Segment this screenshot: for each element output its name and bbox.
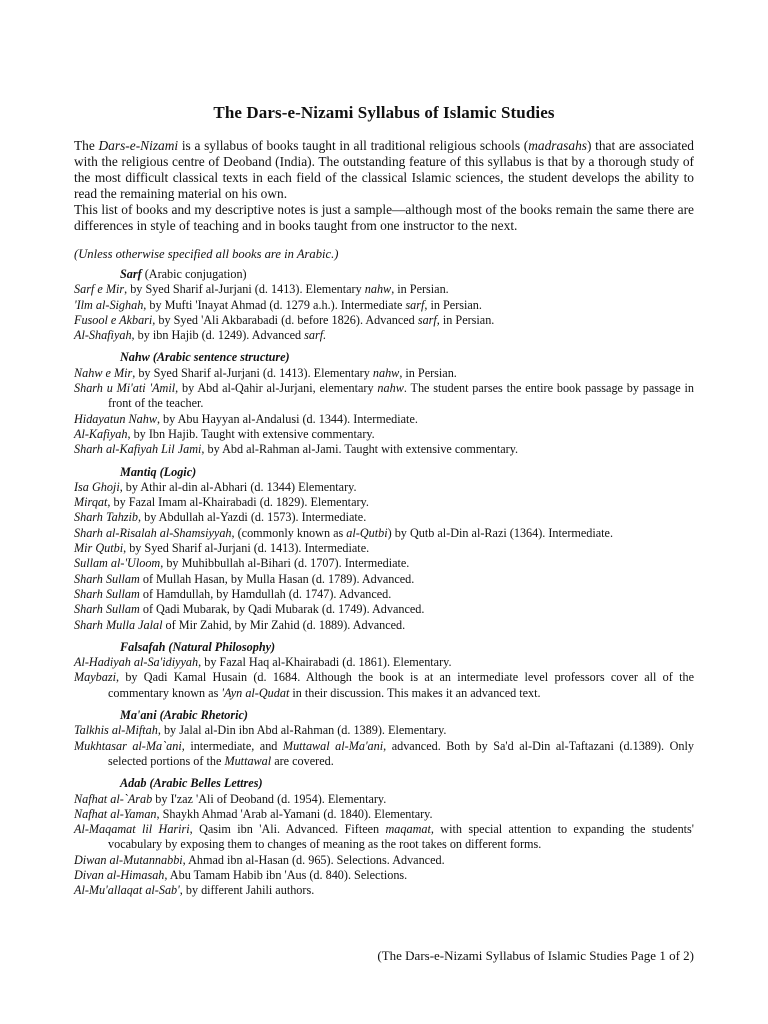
section-heading-text: Ma'ani (Arabic Rhetoric): [120, 708, 248, 723]
book-entry: [74, 541, 694, 556]
book-entry: [74, 328, 694, 343]
book-entry: [74, 480, 694, 495]
intro-paragraph: [74, 138, 694, 202]
italic-text: Al-Hadiyah al-Sa'idiyyah: [74, 655, 199, 670]
italic-text: Sharh al-Risalah al-Shamsiyyah: [74, 525, 232, 540]
italic-text: Fusool e Akbari,: [74, 312, 156, 327]
text-run: by I'zaz 'Ali of Deoband (d. 1954). Elementary.: [152, 791, 387, 806]
italic-text: Sharh al-Kafiyah Lil Jami: [74, 442, 202, 457]
italic-text: 'Ilm al-Sighah: [74, 297, 144, 312]
book-entry: [74, 807, 694, 822]
italic-text: al-Qutbi: [346, 525, 388, 540]
text-run: . The student parses the entire book passage by passage in front of the teacher.: [108, 381, 694, 411]
text-run: , intermediate, and: [181, 738, 283, 753]
italic-text: Mirqat: [74, 495, 108, 510]
italic-text: Hidayatun Nahw: [74, 411, 157, 426]
book-entry: [74, 556, 694, 571]
italic-text: sarf: [405, 297, 425, 312]
subject-section: [74, 708, 694, 769]
text-run: ) by Qutb al-Din al-Razi (1364). Intermediate.: [387, 525, 614, 540]
text-run: , by different Jahili authors.: [179, 883, 315, 898]
text-run: of Mullah Hasan, by Mulla Hasan (d. 1789). Advanced.: [139, 571, 415, 586]
text-run: , by Syed Sharif al-Jurjani (d. 1413). Elementary: [132, 365, 373, 380]
text-run: , by Abd al-Rahman al-Jami. Taught with extensive commentary.: [201, 442, 519, 457]
text-run: , by Mufti 'Inayat Ahmad (d. 1279 a.h.). Intermediate: [143, 297, 406, 312]
italic-text: Sharh Tahzib: [74, 510, 139, 525]
italic-text: Talkhis al-Miftah: [74, 723, 158, 738]
text-run: by ibn Hajib (d. 1249). Advanced: [134, 328, 305, 343]
book-entry: [74, 883, 694, 898]
book-entry: [74, 427, 694, 442]
italic-text: Sarf e Mir: [74, 282, 125, 297]
text-run: , by Syed Sharif al-Jurjani (d. 1413). Intermediate.: [123, 541, 370, 556]
book-entry: [74, 587, 694, 602]
intro-text: [74, 138, 694, 233]
italic-text: Nafhat al-`Arab: [74, 791, 153, 806]
book-entry: [74, 868, 694, 883]
text-run: This list of books and my descriptive notes is just a sample—although most of the books remain the same there are differences in style of teaching and in books taught from one instructor to the next.: [74, 201, 694, 233]
page-title: The Dars-e-Nizami Syllabus of Islamic Studies: [213, 103, 555, 122]
text-run: by Syed 'Ali Akbarabadi (d. before 1826). Advanced: [155, 312, 418, 327]
book-entry: [74, 739, 694, 770]
section-heading-text: Adab (Arabic Belles Lettres): [120, 776, 263, 791]
book-entry: [74, 510, 694, 525]
text-run: , by Fazal Haq al-Khairabadi (d. 1861). Elementary.: [198, 655, 452, 670]
text-run: , by Abd al-Qahir al-Jurjani, elementary: [175, 381, 378, 396]
book-entry: [74, 495, 694, 510]
section-heading-text: Falsafah (Natural Philosophy): [120, 639, 276, 654]
italic-text: Mukhtasar al-Ma`ani: [74, 738, 182, 753]
italic-text: Dars-e-Nizami: [98, 138, 179, 153]
italic-text: nahw: [377, 381, 404, 396]
text-run: , by Syed Sharif al-Jurjani (d. 1413). Elementary: [124, 282, 365, 297]
italic-text: nahw: [372, 365, 400, 380]
text-run: of Hamdullah, by Hamdullah (d. 1747). Advanced.: [139, 586, 392, 601]
subject-section: [74, 350, 694, 457]
text-run: , by Jalal al-Din ibn Abd al-Rahman (d. 1389). Elementary.: [157, 723, 447, 738]
subject-section: [74, 776, 694, 898]
italic-text: Sharh Sullam: [74, 586, 140, 601]
text-run: , in Persian.: [424, 297, 482, 312]
text-run: , by Muhibbullah al-Bihari (d. 1707). Intermediate.: [160, 556, 410, 571]
intro-paragraph: [74, 202, 694, 234]
text-run: , in Persian.: [399, 365, 457, 380]
italic-text: Sharh Sullam: [74, 602, 140, 617]
text-run: , Abu Tamam Habib ibn 'Aus (d. 840). Selections.: [164, 867, 408, 882]
section-heading-text: Nahw (Arabic sentence structure): [120, 350, 290, 365]
subject-section: [74, 267, 694, 343]
book-entry: [74, 381, 694, 412]
text-run: , Shaykh Ahmad 'Arab al-Yamani (d. 1840). Elementary.: [156, 806, 433, 821]
italic-text: Sharh Mulla Jalal: [74, 617, 163, 632]
section-heading: [74, 640, 694, 655]
italic-text: Divan al-Himasah: [74, 867, 165, 882]
section-heading-text: Sarf: [120, 267, 142, 281]
book-entry: [74, 792, 694, 807]
text-run: , by Abdullah al-Yazdi (d. 1573). Intermediate.: [138, 510, 367, 525]
text-run: , by Qadi Kamal Husain (d. 1684. Although the book is at an intermediate level professors cover all of the commentary known as: [108, 670, 694, 700]
italic-text: 'Ayn al-Qudat: [221, 685, 290, 700]
italic-text: Diwan al-Mutannabbi: [74, 852, 183, 867]
italic-text: Isa Ghoji: [74, 479, 120, 494]
italic-text: sarf.: [304, 328, 327, 343]
italic-text: Nafhat al-Yaman: [74, 806, 157, 821]
text-run: in their discussion. This makes it an advanced text.: [289, 685, 541, 700]
italic-text: Muttawal al-Ma'ani: [282, 738, 384, 753]
text-run: , in Persian.: [391, 282, 449, 297]
italic-text: Sullam al-'Uloom: [74, 556, 161, 571]
italic-text: madrasahs: [528, 138, 587, 153]
book-entry: [74, 670, 694, 701]
subject-section: [74, 640, 694, 701]
page-footer: (The Dars-e-Nizami Syllabus of Islamic Studies Page 1 of 2): [377, 948, 694, 963]
text-run: , by Fazal Imam al-Khairabadi (d. 1829). Elementary.: [107, 495, 369, 510]
italic-text: sarf,: [417, 312, 440, 327]
italic-text: Mir Qutbi: [74, 541, 124, 556]
text-run: , by Athir al-din al-Abhari (d. 1344) Elementary.: [119, 479, 357, 494]
text-run: , advanced. Both by Sa'd al-Din al-Taftazani (d.1389). Only selected portions of the: [108, 738, 694, 768]
italic-text: Nahw e Mir: [74, 365, 133, 380]
text-run: , by Ibn Hajib. Taught with extensive commentary.: [127, 426, 375, 441]
language-note: (Unless otherwise specified all books are in Arabic.): [74, 247, 339, 261]
book-entry: [74, 298, 694, 313]
book-entry: [74, 602, 694, 617]
book-list: [74, 267, 694, 906]
book-entry: [74, 655, 694, 670]
text-run: of Mir Zahid, by Mir Zahid (d. 1889). Advanced.: [162, 617, 406, 632]
text-run: are covered.: [271, 753, 334, 768]
text-run: The: [74, 138, 99, 153]
italic-text: Al-Kafiyah: [74, 426, 128, 441]
text-run: , Qasim ibn 'Ali. Advanced. Fifteen: [189, 822, 386, 837]
section-heading-text: Mantiq (Logic): [120, 464, 197, 479]
italic-text: Sharh Sullam: [74, 571, 140, 586]
italic-text: nahw: [364, 282, 392, 297]
book-entry: [74, 313, 694, 328]
text-run: is a syllabus of books taught in all traditional religious schools (: [178, 138, 529, 153]
section-heading: [74, 465, 694, 480]
text-run: with special attention to expanding the students' vocabulary by exposing them to changes of meaning as the root takes on different forms.: [108, 822, 694, 852]
book-entry: [74, 618, 694, 633]
text-run: , by Abu Hayyan al-Andalusi (d. 1344). Intermediate.: [156, 411, 418, 426]
section-heading: [74, 350, 694, 365]
book-entry: [74, 572, 694, 587]
book-entry: [74, 282, 694, 297]
section-heading-note: (Arabic conjugation): [141, 267, 247, 281]
section-heading: [74, 708, 694, 723]
text-run: in Persian.: [439, 312, 495, 327]
subject-section: [74, 465, 694, 633]
book-entry: [74, 442, 694, 457]
book-entry: [74, 853, 694, 868]
italic-text: Maybazi: [74, 670, 116, 685]
text-run: of Qadi Mubarak, by Qadi Mubarak (d. 1749). Advanced.: [139, 602, 425, 617]
italic-text: Muttawal: [224, 753, 272, 768]
italic-text: Al-Maqamat lil Hariri: [74, 822, 190, 837]
section-heading: [74, 776, 694, 791]
italic-text: Al-Mu'allaqat al-Sab': [74, 883, 180, 898]
text-run: , (commonly known as: [231, 525, 347, 540]
text-run: ) that are associated with the religious centre of Deoband (India). The outstanding feature of this syllabus is that by a thorough study of the most difficult classical texts in each field of the classical Islamic sciences, the student develops the ability to read the remaining material on his own.: [74, 138, 694, 201]
book-entry: [74, 723, 694, 738]
italic-text: Sharh u Mi'ati 'Amil: [74, 381, 176, 396]
text-run: , Ahmad ibn al-Hasan (d. 965). Selections. Advanced.: [182, 852, 445, 867]
book-entry: [74, 412, 694, 427]
italic-text: maqamat,: [385, 822, 434, 837]
section-heading: [74, 267, 694, 282]
book-entry: [74, 526, 694, 541]
book-entry: [74, 822, 694, 853]
book-entry: [74, 366, 694, 381]
italic-text: Al-Shafiyah,: [74, 328, 135, 343]
